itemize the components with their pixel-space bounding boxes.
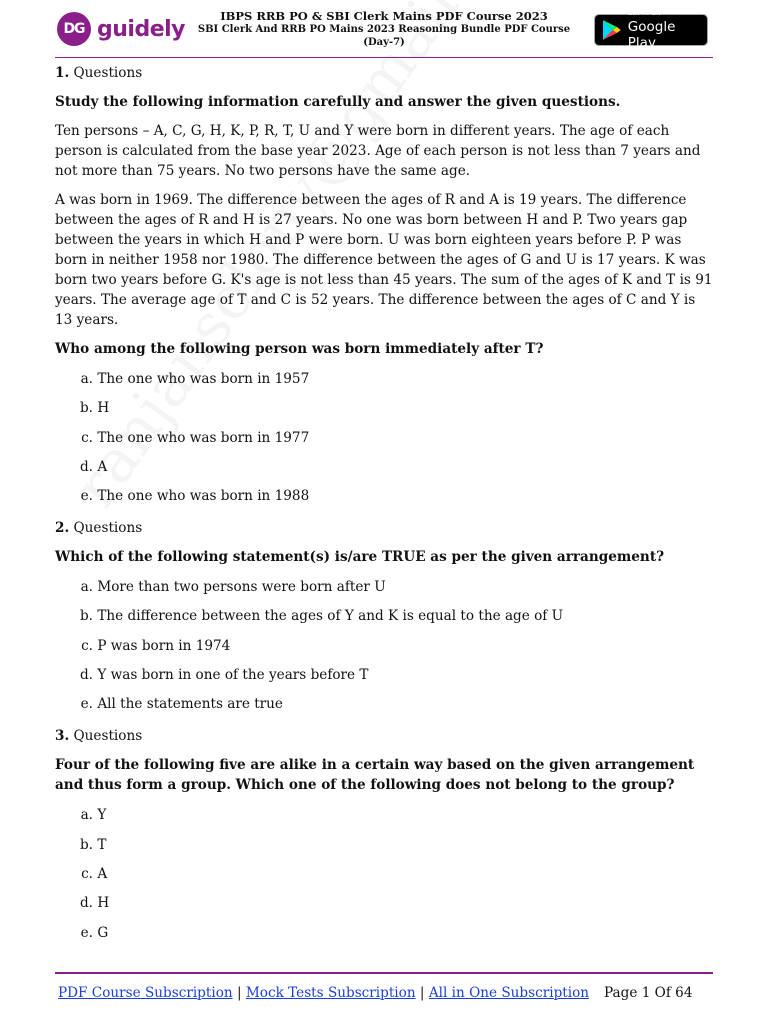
question-number: 2. — [55, 520, 70, 537]
options-list — [55, 805, 715, 942]
option-text: H — [97, 895, 110, 912]
page-content — [55, 63, 715, 952]
option-text: P was born in 1974 — [97, 637, 231, 654]
option-item[interactable] — [55, 805, 715, 825]
option-item[interactable] — [55, 835, 715, 855]
option-text: More than two persons were born after U — [97, 579, 386, 596]
question-heading-label: Questions — [73, 65, 143, 81]
option-text: The one who was born in 1988 — [97, 488, 310, 505]
option-letter: a. — [80, 371, 93, 387]
option-item[interactable] — [55, 369, 715, 389]
logo-text: guidely — [97, 16, 186, 42]
option-letter: c. — [81, 865, 93, 882]
option-text: T — [97, 836, 107, 853]
google-play-icon — [602, 19, 622, 41]
question-block-3 — [55, 726, 715, 942]
option-letter: b. — [79, 400, 93, 417]
option-item[interactable] — [55, 577, 715, 597]
option-letter: c. — [81, 637, 93, 654]
option-letter: e. — [80, 696, 93, 713]
option-text: A — [97, 865, 108, 882]
all-in-one-subscription-link[interactable]: All in One Subscription — [428, 985, 590, 1001]
option-letter: d. — [79, 667, 93, 684]
option-letter: e. — [80, 488, 93, 505]
option-letter: c. — [81, 429, 93, 446]
option-text: All the statements are true — [97, 696, 283, 713]
option-text: The difference between the ages of Y and K is equal to the age of U — [97, 608, 564, 625]
option-item[interactable] — [55, 398, 715, 418]
question-heading — [55, 63, 715, 83]
question-heading-label: Questions — [73, 728, 143, 745]
options-list — [55, 369, 715, 506]
question-text: Which of the following statement(s) is/are TRUE as per the given arrangement? — [55, 549, 665, 566]
option-text: Y was born in one of the years before T — [97, 667, 369, 684]
footer-divider — [55, 972, 713, 974]
info-paragraph: A was born in 1969. The difference between the ages of R and A is 19 years. The difference between the ages of R and H is 27 years. No one was born between H and P. Two years gap between the years in which H and P were born. U was born eighteen years before P. P was born in neither 1958 nor 1980. The difference between the ages of G and U is 17 years. K was born two years before G. K's age is not less than 45 years. The sum of the ages of K and T is 91 years. The average age of T and C is 52 years. The difference between the ages of C and Y is 13 years. — [55, 192, 713, 328]
option-text: H — [97, 400, 110, 417]
option-item[interactable] — [55, 486, 715, 506]
option-letter: b. — [79, 608, 93, 625]
option-item[interactable] — [55, 694, 715, 714]
option-text: A — [97, 458, 108, 475]
option-text: The one who was born in 1977 — [97, 429, 310, 446]
header-divider — [55, 57, 713, 58]
instruction-text: Study the following information carefully and answer the given questions. — [55, 94, 621, 110]
logo-mark: DG — [57, 12, 91, 46]
option-letter: b. — [79, 836, 93, 853]
option-text: G — [97, 924, 109, 941]
header-subtitle: SBI Clerk And RRB PO Mains 2023 Reasoning Bundle PDF Course — [197, 24, 571, 35]
option-item[interactable] — [55, 923, 715, 943]
mock-tests-subscription-link[interactable]: Mock Tests Subscription — [245, 985, 416, 1001]
option-letter: d. — [79, 458, 93, 475]
option-item[interactable] — [55, 864, 715, 884]
store-name: Google Play — [627, 19, 676, 51]
footer-separator: | — [232, 985, 246, 1001]
option-item[interactable] — [55, 457, 715, 477]
question-block-2 — [55, 518, 715, 714]
question-text: Four of the following five are alike in a certain way based on the given arrangement and thus form a group. Which one of the following does not belong to the group? — [55, 757, 695, 794]
header-title: IBPS RRB PO & SBI Clerk Mains PDF Course 2023 — [220, 9, 548, 23]
document-header — [195, 10, 573, 49]
option-item[interactable] — [55, 636, 715, 656]
question-heading — [55, 518, 715, 538]
pdf-course-subscription-link[interactable]: PDF Course Subscription — [58, 985, 233, 1001]
question-text: Who among the following person was born immediately after T? — [55, 341, 544, 357]
option-item[interactable] — [55, 428, 715, 448]
option-item[interactable] — [55, 665, 715, 685]
guidely-logo — [57, 12, 185, 46]
page-number: Page 1 Of 64 — [604, 985, 693, 1001]
google-play-badge[interactable] — [594, 10, 708, 51]
option-text: Y — [97, 807, 107, 824]
option-text: The one who was born in 1957 — [97, 371, 310, 387]
question-heading-label: Questions — [73, 520, 143, 537]
option-letter: a. — [80, 807, 93, 824]
footer-links — [58, 985, 589, 1001]
option-letter: e. — [80, 924, 93, 941]
option-item[interactable] — [55, 893, 715, 913]
store-caption: GET IT ON — [627, 10, 662, 17]
option-letter: d. — [79, 895, 93, 912]
question-number: 1. — [55, 65, 70, 81]
options-list — [55, 577, 715, 714]
info-paragraph: Ten persons – A, C, G, H, K, P, R, T, U and Y were born in different years. The age of each person is calculated from the base year 2023. Age of each person is not less than 7 years and not more than 75 years. No two persons have the same age. — [55, 123, 701, 179]
footer-separator: | — [415, 985, 429, 1001]
question-number: 3. — [55, 728, 70, 745]
question-heading — [55, 726, 715, 746]
option-letter: a. — [80, 579, 93, 596]
question-block-1 — [55, 63, 715, 506]
header-day: (Day-7) — [363, 37, 405, 48]
option-item[interactable] — [55, 606, 715, 626]
